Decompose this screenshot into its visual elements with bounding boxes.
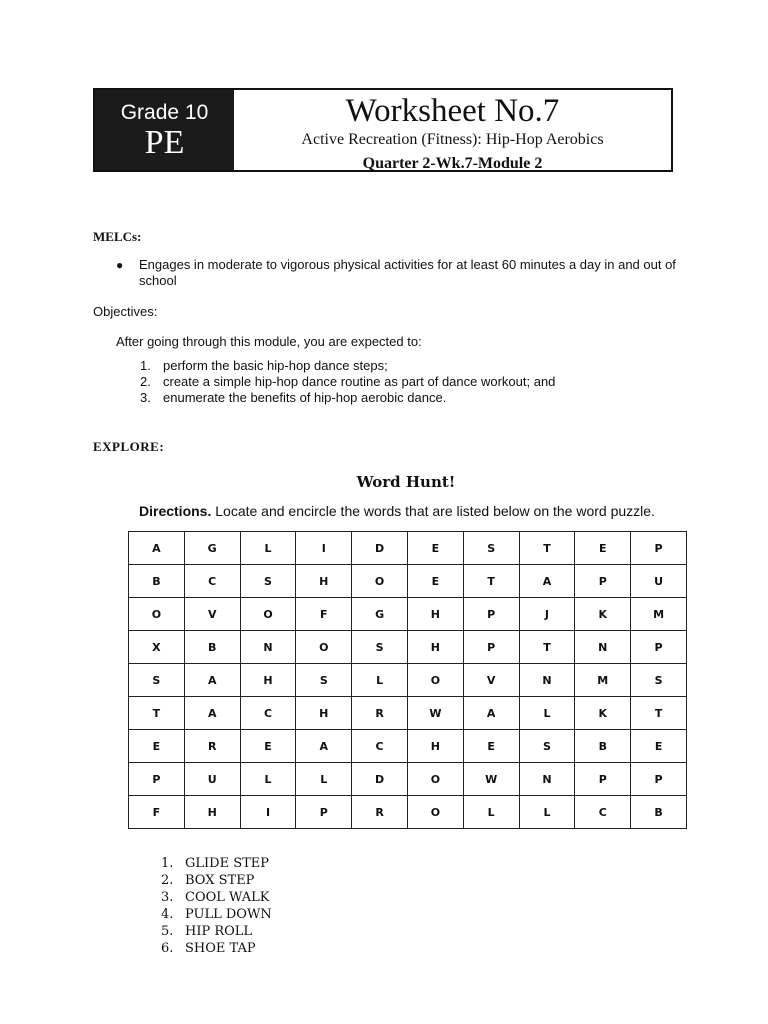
worksheet-header — [93, 88, 673, 172]
puzzle-cell[interactable]: T — [129, 697, 185, 730]
puzzle-cell[interactable]: O — [407, 796, 463, 829]
word-list-item — [161, 923, 272, 940]
melcs-bullet-item — [116, 257, 716, 289]
puzzle-cell[interactable]: S — [129, 664, 185, 697]
puzzle-row — [129, 697, 687, 730]
puzzle-cell[interactable]: G — [184, 532, 240, 565]
explore-heading: EXPLORE: — [93, 439, 165, 454]
puzzle-cell[interactable]: P — [575, 763, 631, 796]
puzzle-cell[interactable]: H — [296, 697, 352, 730]
puzzle-cell[interactable]: W — [407, 697, 463, 730]
objective-number: 2. — [140, 374, 151, 389]
puzzle-cell[interactable]: P — [575, 565, 631, 598]
word-number: 4. — [161, 907, 174, 922]
puzzle-cell[interactable]: M — [575, 664, 631, 697]
puzzle-cell[interactable]: L — [519, 697, 575, 730]
puzzle-cell[interactable]: P — [129, 763, 185, 796]
puzzle-cell[interactable]: H — [184, 796, 240, 829]
word-text: PULL DOWN — [185, 907, 272, 922]
objectives-intro: After going through this module, you are expected to: — [116, 334, 422, 349]
puzzle-cell[interactable]: O — [240, 598, 296, 631]
worksheet-title-block — [234, 90, 671, 170]
word-text: HIP ROLL — [185, 924, 253, 939]
puzzle-cell[interactable]: I — [240, 796, 296, 829]
puzzle-cell[interactable]: W — [463, 763, 519, 796]
puzzle-cell[interactable]: N — [575, 631, 631, 664]
puzzle-cell[interactable]: C — [184, 565, 240, 598]
puzzle-cell[interactable]: C — [352, 730, 408, 763]
grade-label: Grade 10 — [120, 101, 209, 124]
puzzle-cell[interactable]: C — [575, 796, 631, 829]
word-number: 2. — [161, 873, 174, 888]
puzzle-cell[interactable]: S — [296, 664, 352, 697]
grade-subject-block — [95, 90, 234, 170]
objective-item — [140, 374, 555, 390]
puzzle-cell[interactable]: B — [631, 796, 687, 829]
puzzle-cell[interactable]: L — [352, 664, 408, 697]
puzzle-cell[interactable]: L — [240, 532, 296, 565]
word-list-item — [161, 906, 272, 923]
objectives-list — [140, 358, 555, 406]
puzzle-cell[interactable]: A — [296, 730, 352, 763]
word-list-item — [161, 940, 272, 957]
worksheet-title: Worksheet No.7 — [345, 93, 560, 129]
word-number: 5. — [161, 924, 174, 939]
puzzle-cell[interactable]: B — [129, 565, 185, 598]
puzzle-cell[interactable]: E — [575, 532, 631, 565]
puzzle-cell[interactable]: H — [240, 664, 296, 697]
puzzle-cell[interactable]: K — [575, 697, 631, 730]
word-list-item — [161, 889, 272, 906]
word-text: COOL WALK — [185, 890, 270, 905]
puzzle-cell[interactable]: U — [631, 565, 687, 598]
puzzle-cell[interactable]: S — [240, 565, 296, 598]
puzzle-cell[interactable]: U — [184, 763, 240, 796]
objective-text: enumerate the benefits of hip-hop aerobic dance. — [163, 390, 447, 405]
objective-number: 3. — [140, 390, 151, 405]
word-text: SHOE TAP — [185, 941, 256, 956]
puzzle-row — [129, 565, 687, 598]
puzzle-cell[interactable]: M — [631, 598, 687, 631]
puzzle-row — [129, 598, 687, 631]
puzzle-row — [129, 631, 687, 664]
puzzle-cell[interactable]: P — [463, 598, 519, 631]
puzzle-cell[interactable]: H — [296, 565, 352, 598]
word-puzzle-grid — [128, 531, 687, 829]
puzzle-cell[interactable]: P — [296, 796, 352, 829]
puzzle-cell[interactable]: E — [463, 730, 519, 763]
puzzle-cell[interactable]: F — [296, 598, 352, 631]
puzzle-cell[interactable]: H — [407, 598, 463, 631]
word-hunt-title: Word Hunt! — [356, 473, 456, 491]
puzzle-cell[interactable]: E — [240, 730, 296, 763]
objective-item — [140, 390, 555, 406]
puzzle-cell[interactable]: E — [407, 565, 463, 598]
puzzle-cell[interactable]: P — [631, 631, 687, 664]
puzzle-cell[interactable]: L — [240, 763, 296, 796]
puzzle-cell[interactable]: E — [407, 532, 463, 565]
puzzle-cell[interactable]: A — [463, 697, 519, 730]
word-number: 1. — [161, 856, 174, 871]
puzzle-cell[interactable]: R — [352, 697, 408, 730]
puzzle-cell[interactable]: O — [407, 763, 463, 796]
puzzle-cell[interactable]: S — [519, 730, 575, 763]
puzzle-cell[interactable]: V — [463, 664, 519, 697]
puzzle-row — [129, 532, 687, 565]
directions-body: Locate and encircle the words that are listed below on the word puzzle. — [211, 503, 655, 519]
bullet-icon: ● — [116, 258, 124, 272]
word-list — [161, 855, 272, 957]
puzzle-cell[interactable]: N — [519, 763, 575, 796]
puzzle-cell[interactable]: K — [575, 598, 631, 631]
objective-text: perform the basic hip-hop dance steps; — [163, 358, 388, 373]
puzzle-cell[interactable]: P — [463, 631, 519, 664]
puzzle-cell[interactable]: A — [129, 532, 185, 565]
subject-label: PE — [144, 124, 185, 161]
puzzle-cell[interactable]: B — [575, 730, 631, 763]
puzzle-cell[interactable]: S — [631, 664, 687, 697]
puzzle-row — [129, 763, 687, 796]
puzzle-row — [129, 664, 687, 697]
puzzle-cell[interactable]: G — [352, 598, 408, 631]
worksheet-quarter: Quarter 2-Wk.7-Module 2 — [362, 155, 543, 172]
puzzle-cell[interactable]: T — [631, 697, 687, 730]
puzzle-cell[interactable]: R — [184, 730, 240, 763]
puzzle-cell[interactable]: C — [240, 697, 296, 730]
puzzle-cell[interactable]: P — [631, 532, 687, 565]
puzzle-cell[interactable]: T — [519, 631, 575, 664]
puzzle-cell[interactable]: O — [352, 565, 408, 598]
puzzle-cell[interactable]: F — [129, 796, 185, 829]
puzzle-cell[interactable]: L — [463, 796, 519, 829]
word-list-item — [161, 855, 272, 872]
puzzle-cell[interactable]: O — [296, 631, 352, 664]
puzzle-cell[interactable]: L — [296, 763, 352, 796]
puzzle-cell[interactable]: A — [519, 565, 575, 598]
word-number: 6. — [161, 941, 174, 956]
puzzle-cell[interactable]: O — [129, 598, 185, 631]
puzzle-cell[interactable]: X — [129, 631, 185, 664]
objective-number: 1. — [140, 358, 151, 373]
puzzle-cell[interactable]: V — [184, 598, 240, 631]
puzzle-row — [129, 730, 687, 763]
worksheet-subtitle: Active Recreation (Fitness): Hip-Hop Aerobics — [301, 131, 604, 148]
puzzle-cell[interactable]: E — [129, 730, 185, 763]
puzzle-cell[interactable]: N — [240, 631, 296, 664]
puzzle-cell[interactable]: E — [631, 730, 687, 763]
puzzle-cell[interactable]: A — [184, 664, 240, 697]
objective-text: create a simple hip-hop dance routine as part of dance workout; and — [163, 374, 556, 389]
puzzle-cell[interactable]: H — [407, 631, 463, 664]
puzzle-cell[interactable]: P — [631, 763, 687, 796]
directions-label: Directions. — [139, 503, 212, 519]
puzzle-cell[interactable]: H — [407, 730, 463, 763]
puzzle-cell[interactable]: I — [296, 532, 352, 565]
word-number: 3. — [161, 890, 174, 905]
puzzle-cell[interactable]: D — [352, 763, 408, 796]
puzzle-cell[interactable]: A — [184, 697, 240, 730]
melcs-heading: MELCs: — [93, 229, 142, 244]
objective-item — [140, 358, 555, 374]
puzzle-row — [129, 796, 687, 829]
puzzle-cell[interactable]: S — [352, 631, 408, 664]
word-text: GLIDE STEP — [185, 856, 270, 871]
word-text: BOX STEP — [185, 873, 255, 888]
puzzle-cell[interactable]: D — [352, 532, 408, 565]
puzzle-cell[interactable]: R — [352, 796, 408, 829]
puzzle-cell[interactable]: O — [407, 664, 463, 697]
puzzle-cell[interactable]: T — [519, 532, 575, 565]
puzzle-cell[interactable]: J — [519, 598, 575, 631]
puzzle-cell[interactable]: S — [463, 532, 519, 565]
objectives-heading: Objectives: — [93, 304, 158, 319]
puzzle-cell[interactable]: L — [519, 796, 575, 829]
puzzle-cell[interactable]: B — [184, 631, 240, 664]
directions-text — [139, 503, 655, 519]
melcs-item-text: Engages in moderate to vigorous physical activities for at least 60 minutes a day in and out of school — [139, 257, 676, 288]
puzzle-cell[interactable]: T — [463, 565, 519, 598]
puzzle-cell[interactable]: N — [519, 664, 575, 697]
word-list-item — [161, 872, 272, 889]
